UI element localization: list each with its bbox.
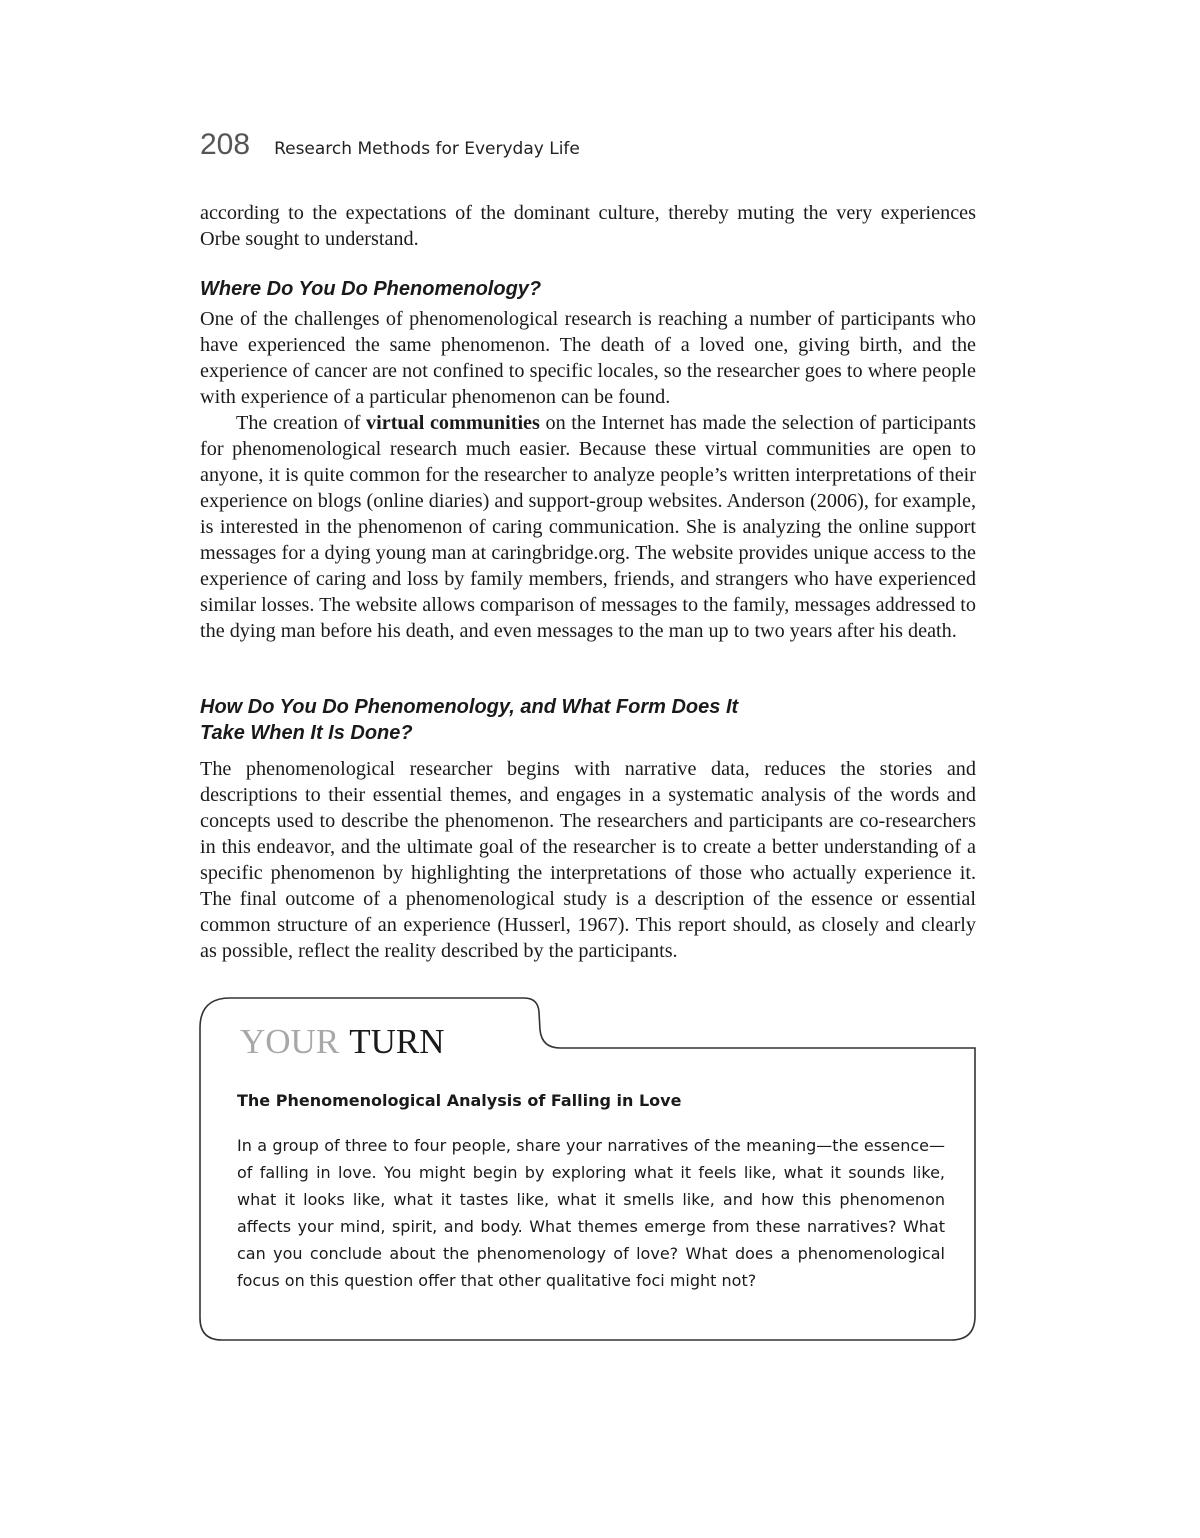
paragraph: The phenomenological researcher begins with narrative data, reduces the stories and descriptions to their essential themes, and engages in a systematic analysis of the words and concepts used to describe the phenomenon. The researchers and participants are co-researchers in this endeavor, and the ultimate goal of the researcher is to create a better understanding of a specific phenomenon by highlighting the interpretations of those who actually experience it. The final outcome of a phenomenological study is a description of the essence or essential common structure of an experience (Husserl, 1967). This report should, as closely and clearly as possible, reflect the reality described by the participants.	[200, 758, 976, 962]
your-turn-title-your: YOUR	[240, 1022, 340, 1061]
heading-line: How Do You Do Phenomenology, and What Form Does It	[200, 696, 739, 718]
your-turn-title	[240, 1020, 444, 1064]
your-turn-subtitle: The Phenomenological Analysis of Falling in Love	[237, 1091, 682, 1110]
continuation-text: according to the expectations of the dominant culture, thereby muting the very experiences Orbe sought to understand.	[200, 202, 976, 250]
paragraph-text: on the Internet has made the selection of participants for phenomenological research much easier. Because these virtual communities are open to anyone, it is quite common for the researcher to analyze people’s written interpretations of their experience on blogs (online diaries) and support-group websites. Anderson (2006), for example, is interested in the phenomenon of caring communication. She is analyzing the online support messages for a dying young man at caringbridge.org. The website provides unique access to the experience of caring and loss by family members, friends, and strangers who have experienced similar losses. The website allows comparison of messages to the family, messages addressed to the dying man before his death, and even messages to the man up to two years after his death.	[200, 412, 977, 642]
your-turn-title-turn: TURN	[349, 1022, 445, 1061]
running-head: Research Methods for Everyday Life	[274, 139, 580, 159]
paragraph-text: The creation of	[236, 412, 367, 434]
heading-line: Take When It Is Done?	[200, 722, 413, 744]
section-heading-where: Where Do You Do Phenomenology?	[200, 278, 542, 300]
paragraph: One of the challenges of phenomenological research is reaching a number of participants who have experienced the same phenomenon. The death of a loved one, giving birth, and the experience of cancer are not confined to specific locales, so the researcher goes to where people with experience of a particular phenomenon can be found.	[200, 308, 976, 408]
key-term: virtual communities	[366, 412, 540, 434]
your-turn-body: In a group of three to four people, share your narratives of the meaning—the essence—of falling in love. You might begin by exploring what it feels like, what it sounds like, what it looks like, what it tastes like, what it smells like, and how this phenomenon affects your mind, spirit, and body. What themes emerge from these narratives? What can you conclude about the phenomenology of love? What does a phenomenological focus on this question offer that other qualitative foci might not?	[237, 1136, 945, 1290]
page-number: 208	[200, 128, 251, 161]
